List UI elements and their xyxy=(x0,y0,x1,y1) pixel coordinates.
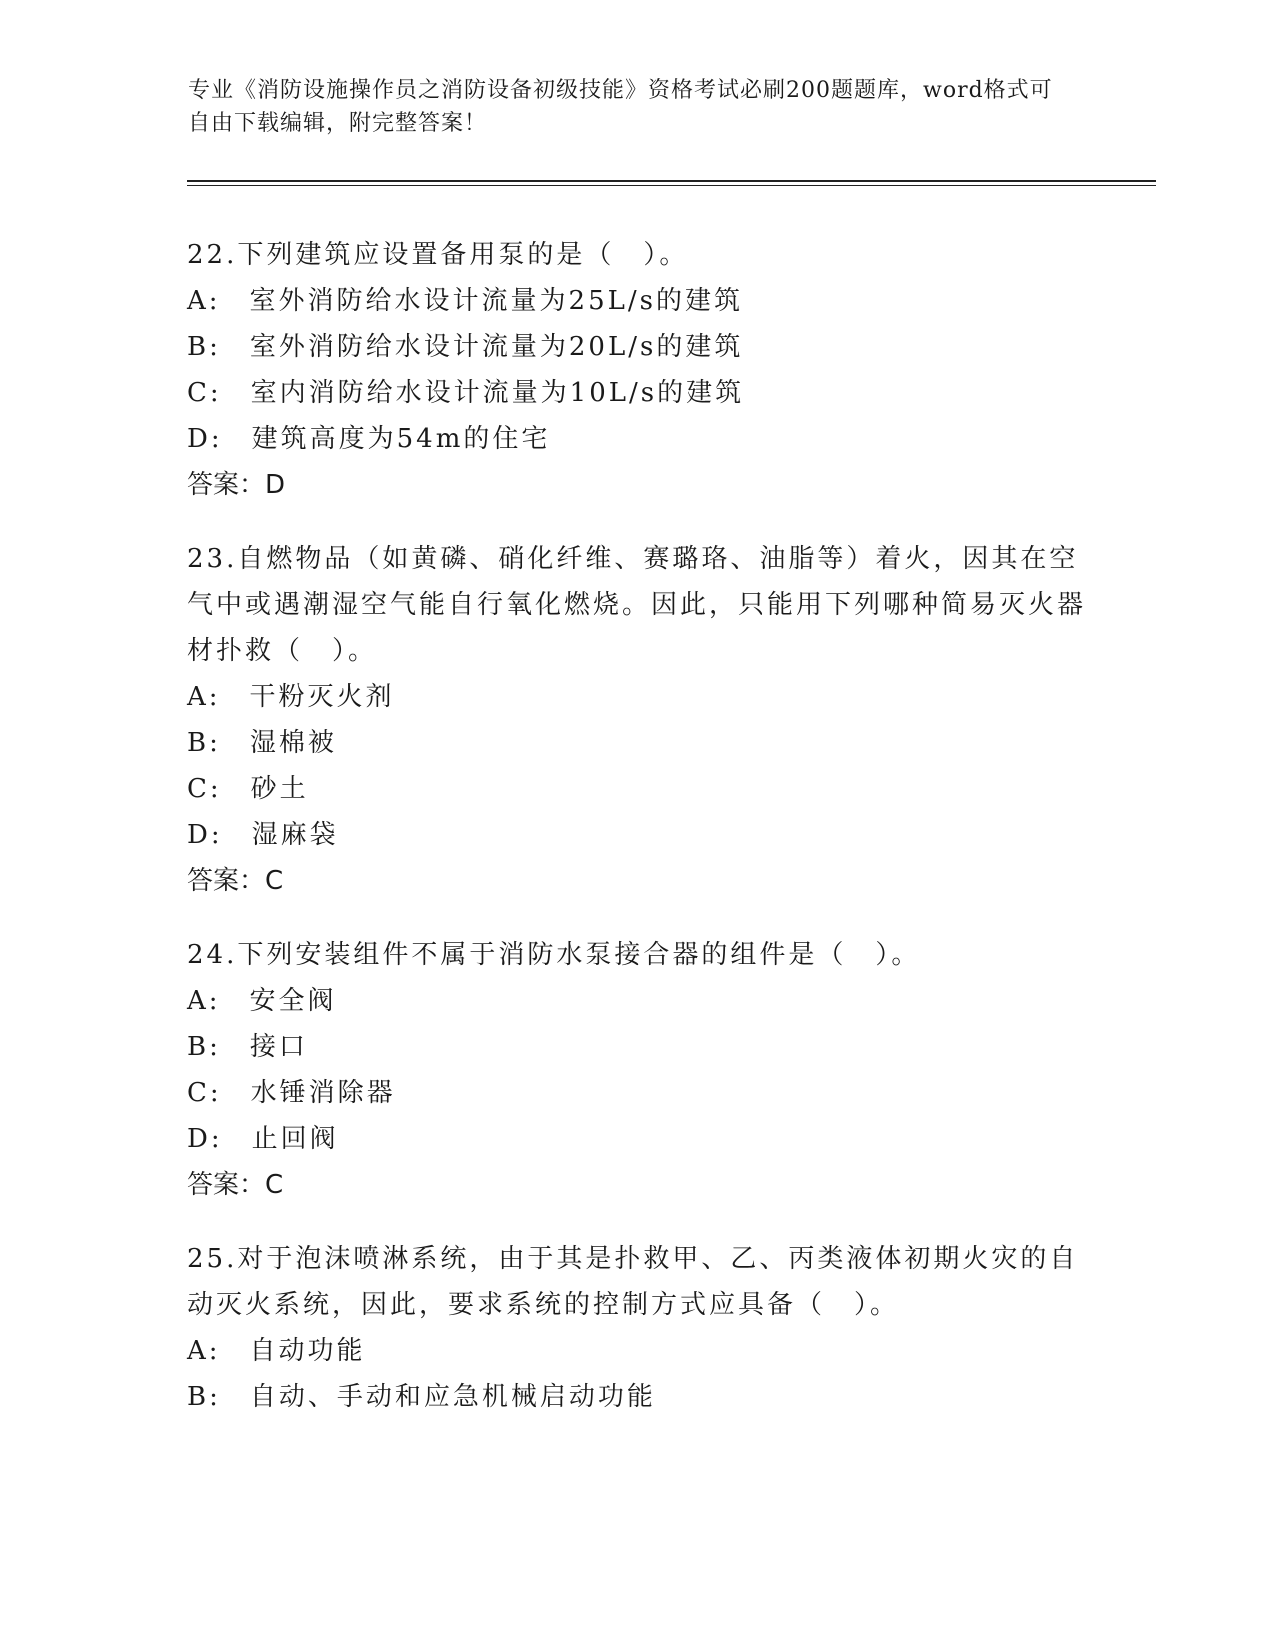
question-24 xyxy=(187,932,1087,1208)
question-list xyxy=(187,232,1087,1448)
question-stem: 22.下列建筑应设置备用泵的是（ ）。 xyxy=(187,240,689,270)
answer: 答案：C xyxy=(187,866,284,896)
question-22 xyxy=(187,232,1087,508)
header-divider-thin xyxy=(187,185,1156,186)
question-25 xyxy=(187,1236,1087,1420)
option-b: B: 自动、手动和应急机械启动功能 xyxy=(187,1382,656,1412)
option-d: D: 建筑高度为54m的住宅 xyxy=(187,424,551,454)
option-d: D: 湿麻袋 xyxy=(187,820,339,850)
header-divider xyxy=(187,180,1156,182)
question-23 xyxy=(187,536,1087,904)
option-c: C: 水锤消除器 xyxy=(187,1078,396,1108)
option-d: D: 止回阀 xyxy=(187,1124,339,1154)
answer: 答案：C xyxy=(187,1170,284,1200)
option-c: C: 室内消防给水设计流量为10L/s的建筑 xyxy=(187,378,745,408)
option-b: B: 接口 xyxy=(187,1032,308,1062)
option-c: C: 砂土 xyxy=(187,774,309,804)
option-a: A: 干粉灭火剂 xyxy=(187,682,395,712)
document-header: 专业《消防设施操作员之消防设备初级技能》资格考试必刷200题题库，word格式可自由下载编辑，附完整答案！ xyxy=(188,78,1053,136)
option-a: A: 自动功能 xyxy=(187,1336,366,1366)
option-a: A: 安全阀 xyxy=(187,986,337,1016)
option-b: B: 湿棉被 xyxy=(187,728,337,758)
option-a: A: 室外消防给水设计流量为25L/s的建筑 xyxy=(187,286,743,316)
answer: 答案：D xyxy=(187,470,286,500)
question-stem: 23.自燃物品（如黄磷、硝化纤维、赛璐珞、油脂等）着火，因其在空气中或遇潮湿空气能自行氧化燃烧。因此，只能用下列哪种简易灭火器材扑救（ ）。 xyxy=(187,544,1087,666)
option-b: B: 室外消防给水设计流量为20L/s的建筑 xyxy=(187,332,744,362)
question-stem: 24.下列安装组件不属于消防水泵接合器的组件是（ ）。 xyxy=(187,940,921,970)
question-stem: 25.对于泡沫喷淋系统，由于其是扑救甲、乙、丙类液体初期火灾的自动灭火系统，因此，要求系统的控制方式应具备（ ）。 xyxy=(187,1244,1079,1320)
